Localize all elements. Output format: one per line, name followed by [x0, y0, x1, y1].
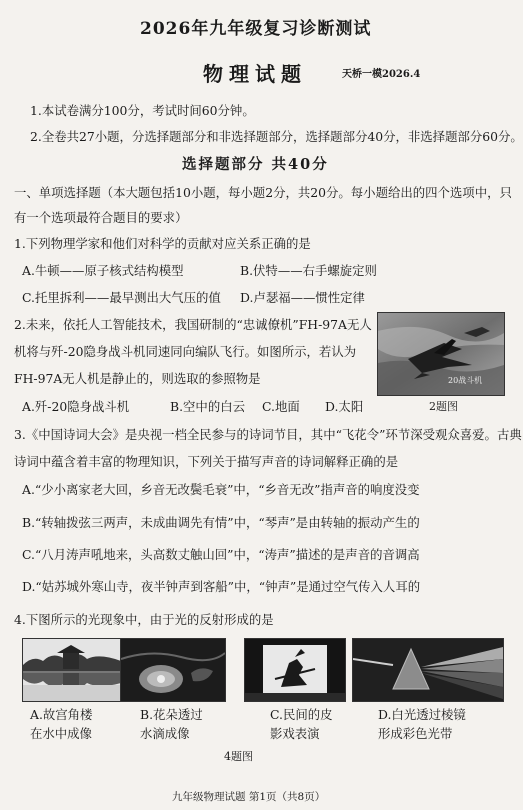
section-title: 选择题部分 共40分: [182, 156, 329, 173]
fighter-jets-image: [378, 313, 504, 395]
q3-option-b: B.“转轴拨弦三两声，未成曲调先有情”中，“琴声”是由转轴的振动产生的: [22, 515, 420, 530]
q3-option-c: C.“八月涛声吼地来，头高数丈触山回”中，“涛声”描述的是声音的音调高: [22, 547, 420, 562]
q2-figure-inner-label: 20战斗机: [448, 376, 483, 385]
q4-figure-a-palace: [22, 638, 122, 702]
q2-option-a: A.歼-20隐身战斗机: [22, 399, 130, 414]
q4-figure-c-shadow-play: [244, 638, 346, 702]
exam-tag: 天桥一模2026.4: [342, 69, 421, 80]
q4-option-a-line2: 在水中成像: [30, 726, 92, 741]
q4-option-d-line1: D.白光透过棱镜: [378, 707, 466, 722]
q3-option-a: A.“少小离家老大回，乡音无改鬓毛衰”中，“乡音无改”指声音的响度没变: [22, 482, 420, 497]
q3-option-d: D.“姑苏城外寒山寺，夜半钟声到客船”中，“钟声”是通过空气传入人耳的: [22, 579, 421, 594]
q4-option-b-line1: B.花朵透过: [140, 707, 203, 722]
q4-figure-d-prism: [352, 638, 504, 702]
q4-figure-caption: 4题图: [224, 750, 253, 763]
exam-title: 2026年九年级复习诊断测试: [140, 19, 372, 39]
q3-line2: 诗词中蕴含着丰富的物理知识，下列关于描写声音的诗词解释正确的是: [14, 454, 399, 469]
q2-option-c: C.地面: [262, 399, 300, 414]
q3-line1: 3.《中国诗词大会》是央视一档全民参与的诗词节目，其中“飞花令”环节深受观众喜爱。古典: [14, 427, 522, 442]
q1-stem: 1.下列物理学家和他们对科学的贡献对应关系正确的是: [14, 236, 311, 251]
q1-option-a: A.牛顿——原子核式结构模型: [22, 263, 184, 278]
q4-stem: 4.下图所示的光现象中，由于光的反射形成的是: [14, 612, 274, 627]
part-heading-line2: 有一个选项最符合题目的要求）: [14, 210, 188, 225]
page-footer: 九年级物理试题 第1页（共8页）: [172, 791, 326, 803]
q2-line3: FH-97A无人机是静止的，则选取的参照物是: [14, 371, 261, 386]
q4-option-d-line2: 形成彩色光带: [378, 726, 453, 741]
palace-reflection-image: [23, 639, 121, 701]
part-heading-line1: 一、单项选择题（本大题包括10小题，每小题2分，共20分。每小题给出的四个选项中，只: [14, 185, 512, 200]
q4-option-c-line1: C.民间的皮: [270, 707, 333, 722]
q2-figure-caption: 2题图: [429, 400, 458, 413]
q2-figure-jets: [377, 312, 505, 396]
shadow-play-image: [245, 639, 345, 701]
instruction-1: 1.本试卷满分100分，考试时间60分钟。: [30, 103, 255, 118]
q4-option-a-line1: A.故宫角楼: [30, 707, 93, 722]
q4-option-b-line2: 水滴成像: [140, 726, 190, 741]
q1-option-c: C.托里拆利——最早测出大气压的值: [22, 290, 221, 305]
q1-option-d: D.卢瑟福——惯性定律: [240, 290, 365, 305]
q2-option-d: D.太阳: [325, 399, 364, 414]
paper-title: 物理试题: [203, 62, 307, 86]
q2-option-b: B.空中的白云: [170, 399, 245, 414]
instruction-2: 2.全卷共27小题，分选择题部分和非选择题部分，选择题部分40分，非选择题部分60分。: [30, 129, 523, 144]
q2-line1: 2.未来，依托人工智能技术，我国研制的“忠诚僚机”FH-97A无人: [14, 317, 372, 332]
q4-figure-b-flower: [120, 638, 226, 702]
flower-water-drop-image: [121, 639, 225, 701]
q4-option-c-line2: 影戏表演: [270, 726, 320, 741]
q2-line2: 机将与歼-20隐身战斗机同速同向编队飞行。如图所示，若认为: [14, 344, 357, 359]
q1-option-b: B.伏特——右手螺旋定则: [240, 263, 377, 278]
prism-dispersion-image: [353, 639, 503, 701]
